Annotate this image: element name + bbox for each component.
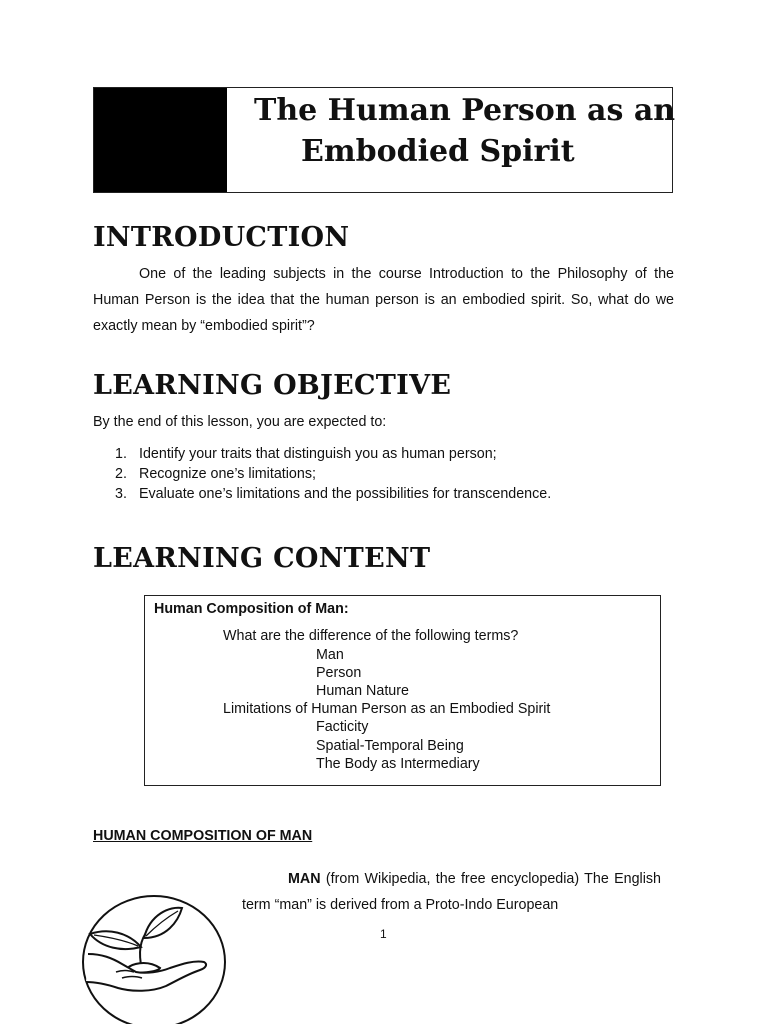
title-box xyxy=(93,87,676,193)
list-item-number: 2. xyxy=(115,466,127,482)
man-text xyxy=(242,866,661,918)
content-box xyxy=(144,595,661,786)
objective-lead: By the end of this lesson, you are expected to: xyxy=(93,414,387,430)
term-item: Person xyxy=(316,665,362,681)
page-title-line-1: The Human Person as an xyxy=(254,93,676,128)
list-item xyxy=(115,484,551,504)
title-black-block xyxy=(94,88,227,192)
question-1: What are the difference of the following terms? xyxy=(223,628,519,644)
term-item: Man xyxy=(316,647,344,663)
objective-list xyxy=(115,444,551,504)
page-title-line-2: Embodied Spirit xyxy=(301,134,575,169)
list-item-number: 3. xyxy=(115,486,127,502)
introduction-heading: INTRODUCTION xyxy=(93,222,350,253)
objective-heading: LEARNING OBJECTIVE xyxy=(93,370,452,401)
question-2: Limitations of Human Person as an Embodied Spirit xyxy=(223,701,551,717)
list-item xyxy=(115,444,551,464)
limitation-item: Spatial-Temporal Being xyxy=(316,738,464,754)
hand-with-seedling-icon xyxy=(78,892,230,1024)
page-number: 1 xyxy=(380,927,387,941)
content-box-title: Human Composition of Man: xyxy=(154,601,349,617)
introduction-text: One of the leading subjects in the course Introduction to the Philosophy of the Human Person is the idea that the human person is an embodied spirit. So, what do we exactly mean by “embodied spirit”? xyxy=(93,266,674,334)
man-paragraph xyxy=(242,866,661,918)
man-definition: (from Wikipedia, the free encyclopedia) The English term “man” is derived from a Proto-Indo European xyxy=(242,871,661,913)
page-title xyxy=(227,88,676,192)
section-heading: HUMAN COMPOSITION OF MAN xyxy=(93,828,313,844)
list-item-text: Recognize one’s limitations; xyxy=(139,466,316,482)
limitation-item: Facticity xyxy=(316,719,369,735)
content-heading: LEARNING CONTENT xyxy=(93,543,431,574)
list-item-text: Evaluate one’s limitations and the possibilities for transcendence. xyxy=(139,486,552,502)
man-term: MAN xyxy=(288,871,321,887)
limitation-item: The Body as Intermediary xyxy=(316,756,480,772)
introduction-paragraph xyxy=(93,261,674,339)
list-item-number: 1. xyxy=(115,446,127,462)
list-item xyxy=(115,464,551,484)
term-item: Human Nature xyxy=(316,683,409,699)
list-item-text: Identify your traits that distinguish you as human person; xyxy=(139,446,497,462)
